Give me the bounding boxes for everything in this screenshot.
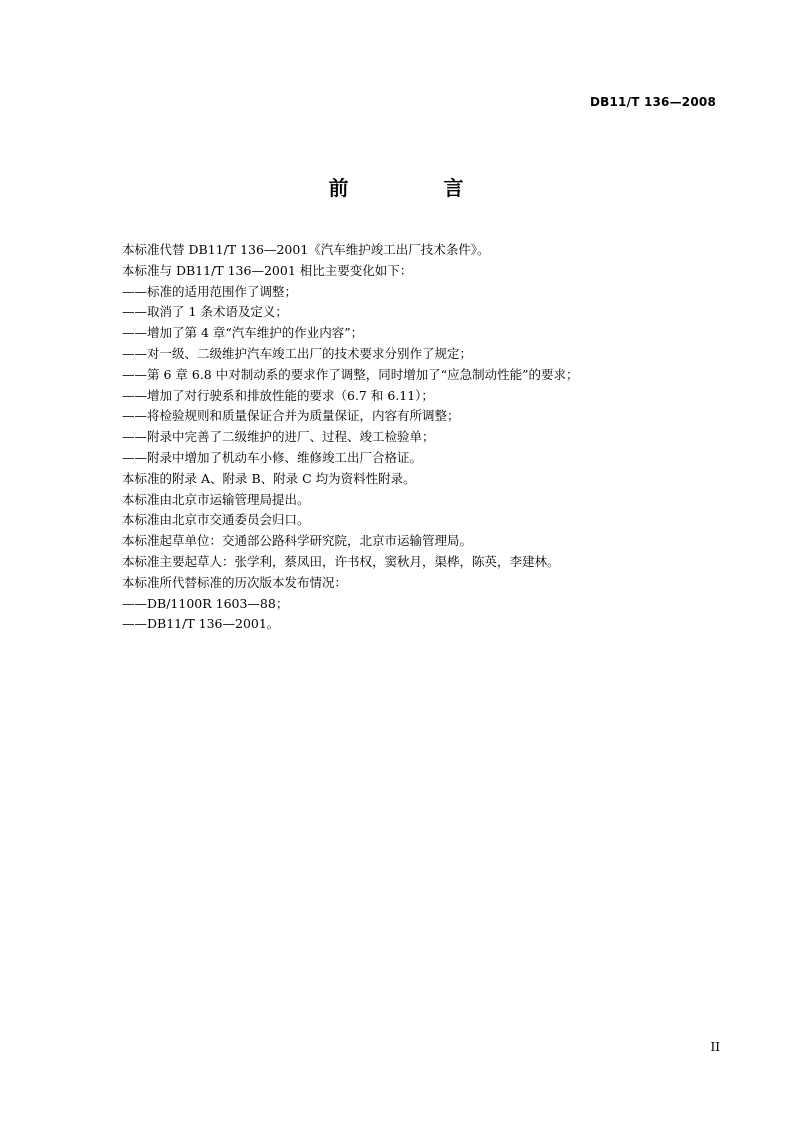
body-line: ——DB11/T 136—2001。 xyxy=(122,616,280,632)
body-line: ——附录中完善了二级维护的进厂、过程、竣工检验单； xyxy=(122,429,435,445)
document-code: DB11/T 136—2008 xyxy=(590,95,716,109)
body-line: ——DB/1100R 1603—88； xyxy=(122,595,289,611)
body-line: 本标准的附录 A、附录 B、附录 C 均为资料性附录。 xyxy=(122,470,416,486)
body-line: 本标准与 DB11/T 136—2001 相比主要变化如下： xyxy=(122,262,413,278)
body-line: ——对一级、二级维护汽车竣工出厂的技术要求分别作了规定； xyxy=(122,345,473,361)
body-line: 本标准由北京市交通委员会归口。 xyxy=(122,512,310,528)
body-line: ——附录中增加了机动车小修、维修竣工出厂合格证。 xyxy=(122,449,423,465)
body-line: ——将检验规则和质量保证合并为质量保证，内容有所调整； xyxy=(122,408,460,424)
body-line: ——第 6 章 6.8 中对制动系的要求作了调整，同时增加了“应急制动性能”的要求； xyxy=(122,366,579,382)
body-line: ——增加了第 4 章“汽车维护的作业内容”； xyxy=(122,325,364,341)
foreword-body xyxy=(122,240,722,635)
body-line: ——取消了 1 条术语及定义； xyxy=(122,304,288,320)
body-line: 本标准所代替标准的历次版本发布情况： xyxy=(122,574,348,590)
body-line: ——标准的适用范围作了调整； xyxy=(122,283,298,299)
body-line: 本标准代替 DB11/T 136—2001《汽车维护竣工出厂技术条件》。 xyxy=(122,242,490,257)
body-line: 本标准由北京市运输管理局提出。 xyxy=(122,491,310,507)
body-line: 本标准起草单位：交通部公路科学研究院，北京市运输管理局。 xyxy=(122,533,473,549)
body-line: 本标准主要起草人：张学利，蔡凤田，许书权，窦秋月，渠桦，陈英，李建林。 xyxy=(122,553,560,569)
body-line: ——增加了对行驶系和排放性能的要求（6.7 和 6.11）； xyxy=(122,387,434,403)
page-title: 前 言 xyxy=(328,176,508,200)
page-number: II xyxy=(710,1040,720,1054)
